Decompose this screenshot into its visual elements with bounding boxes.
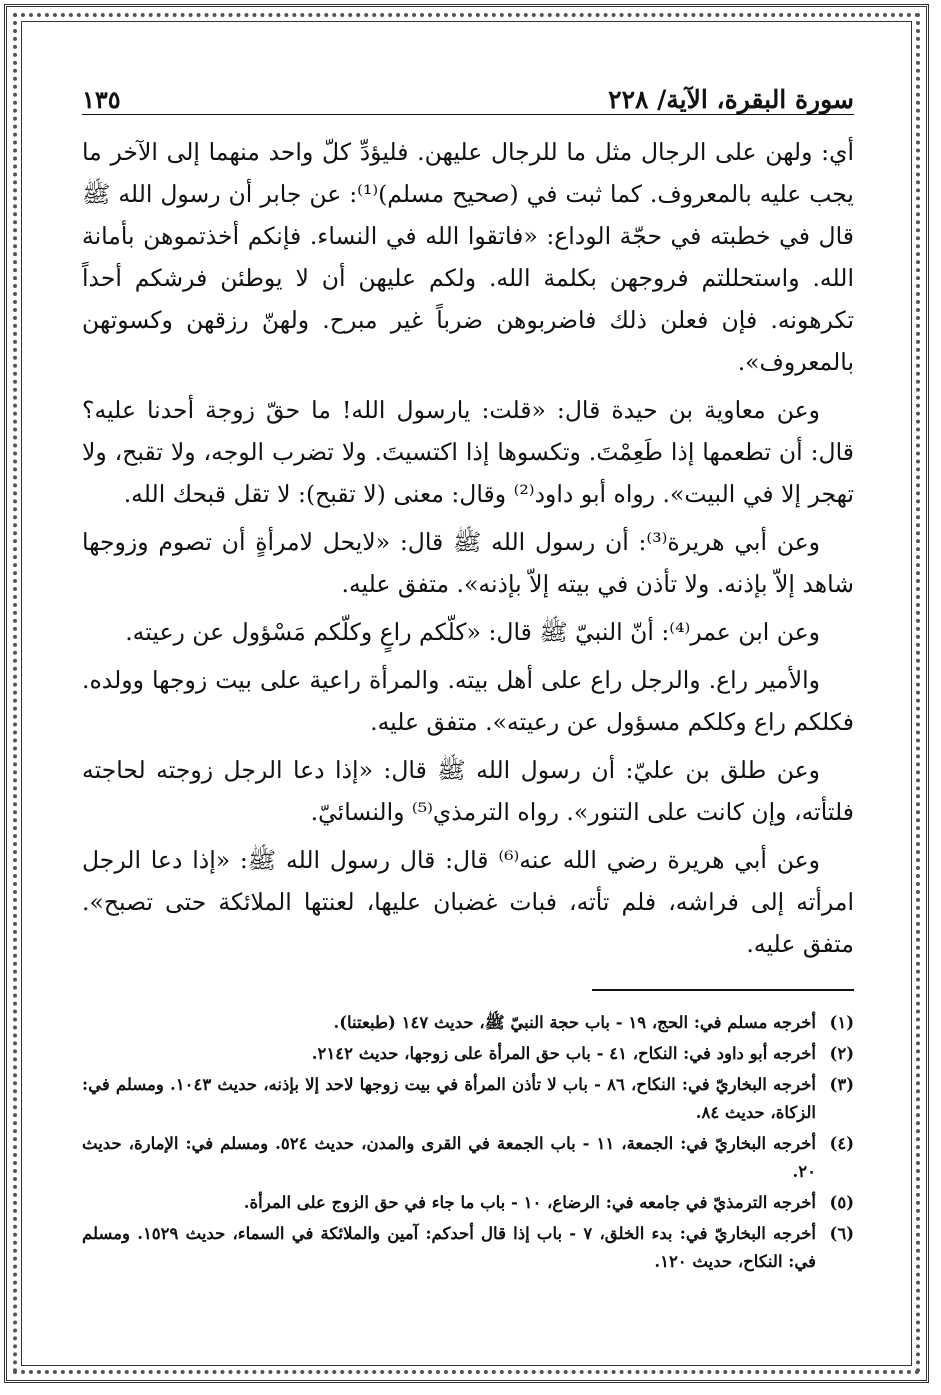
footnote	[82, 1130, 854, 1186]
book-page	[82, 62, 854, 1279]
running-header	[82, 62, 854, 115]
paragraph: وعن أبي هريرة رضي الله عنه⁽⁶⁾ قال: قال رسول الله ﷺ: «إذا دعا الرجل امرأته إلى فراشه، فلم تأته، فبات غضبان عليها، لعنتها الملائكة حتى تصبح». متفق عليه.	[82, 846, 854, 958]
paragraph: وعن ابن عمر⁽⁴⁾: أنّ النبيّ ﷺ قال: «كلّكم راعٍ وكلّكم مَسْؤول عن رعيته.	[125, 618, 820, 646]
footnote-text: أخرجه مسلم في: الحج، ١٩ - باب حجة النبيّ ﷺ، حديث ١٤٧ (طبعتنا).	[333, 1013, 816, 1032]
paragraph: أي: ولهن على الرجال مثل ما للرجال عليهن. فليؤدِّ كلّ واحد منهما إلى الآخر ما يجب عليه بالمعروف. كما ثبت في (صحيح مسلم)⁽¹⁾: عن جابر أن رسول الله ﷺ قال في خطبته في حجّة الوداع: «فاتقوا الله في النساء. فإنكم أخذتموهن بأمانة الله. واستحللتم فروجهن بكلمة الله. ولكم عليهن أن لا يوطئن فرشكم أحداً تكرهونه. فإن فعلن ذلك فاضربوهن ضرباً غير مبرح. ولهنّ رزقهن وكسوتهن بالمعروف».	[82, 138, 854, 376]
footnote-text: أخرجه البخاريّ في: الجمعة، ١١ - باب الجمعة في القرى والمدن، حديث ٥٢٤. ومسلم في: الإمارة، حديث ٢٠.	[82, 1134, 816, 1181]
footnote-number: (١)	[829, 1013, 854, 1032]
footnote	[82, 1071, 854, 1127]
paragraph: وعن معاوية بن حيدة قال: «قلت: يارسول الله! ما حقّ زوجة أحدنا عليه؟ قال: أن تطعمها إذا طَعِمْتَ. وتكسوها إذا اكتسيتَ. ولا تضرب الوجه، ولا تقبح، ولا تهجر إلا في البيت». رواه أبو داود⁽²⁾ وقال: معنى (لا تقبح): لا تقل قبحك الله.	[82, 396, 854, 508]
surah-title: سورة البقرة، الآية/ ٢٢٨	[608, 85, 854, 114]
paragraph: والأمير راع. والرجل راع على أهل بيته. والمرأة راعية على بيت زوجها وولده. فكلكم راع وكلكم مسؤول عن رعيته». متفق عليه.	[82, 666, 854, 736]
footnote-text: أخرجه البخاريّ في: بدء الخلق، ٧ - باب إذا قال أحدكم: آمين والملائكة في السماء، حديث ١٥٢٩. ومسلم في: النكاح، حديث ١٢٠.	[82, 1224, 816, 1271]
footnote-number: (٤)	[829, 1134, 854, 1153]
page-number: ١٣٥	[82, 85, 121, 114]
footnotes	[82, 1009, 854, 1276]
footnote	[82, 1040, 854, 1068]
footnote	[82, 1220, 854, 1276]
footnote-number: (٥)	[829, 1193, 854, 1212]
footnote-text: أخرجه أبو داود في: النكاح، ٤١ - باب حق المرأة على زوجها، حديث ٢١٤٢.	[311, 1044, 816, 1063]
paragraph: وعن أبي هريرة⁽³⁾: أن رسول الله ﷺ قال: «لايحل لامرأةٍ أن تصوم وزوجها شاهد إلاّ بإذنه. ولا تأذن في بيته إلاّ بإذنه». متفق عليه.	[82, 528, 854, 598]
footnote	[82, 1009, 854, 1037]
footnote-text: أخرجه الترمذيّ في جامعه في: الرضاع، ١٠ - باب ما جاء في حق الزوج على المرأة.	[243, 1193, 816, 1212]
footnote-text: أخرجه البخاريّ في: النكاح، ٨٦ - باب لا تأذن المرأة في بيت زوجها لاحد إلا بإذنه، حديث ١٠٤٣. ومسلم في: الزكاة، حديث ٨٤.	[82, 1075, 816, 1122]
footnote-number: (٣)	[829, 1075, 854, 1094]
footnote-separator	[592, 989, 854, 991]
main-text	[82, 131, 854, 965]
paragraph: وعن طلق بن عليّ: أن رسول الله ﷺ قال: «إذا دعا الرجل زوجته لحاجته فلتأته، وإن كانت على التنور». رواه الترمذي⁽⁵⁾ والنسائيّ.	[82, 756, 854, 826]
footnote-number: (٢)	[829, 1044, 854, 1063]
footnote	[82, 1189, 854, 1217]
footnote-number: (٦)	[829, 1224, 854, 1243]
